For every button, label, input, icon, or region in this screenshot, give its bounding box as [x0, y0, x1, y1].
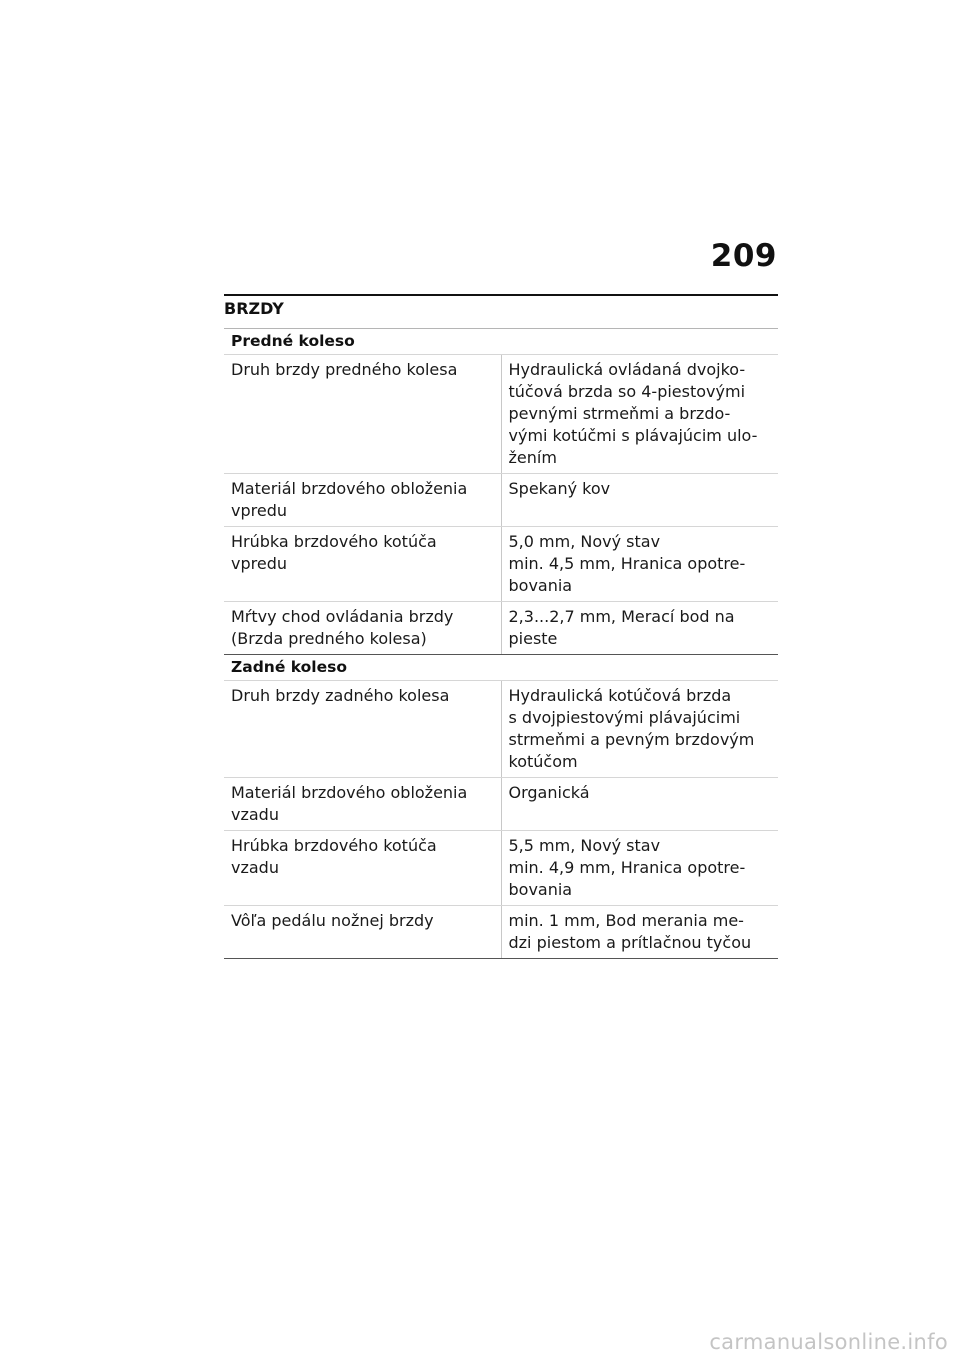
row-label: Hrúbka brzdového kotúča vpredu	[224, 527, 502, 601]
row-value: Hydraulická ovládaná dvojko- túčová brzda so 4-piestovými pevnými strmeňmi a brzdo- vými kotúčmi s plávajúcim ulo- žením	[508, 360, 758, 467]
row-label: Materiál brzdového obloženia vzadu	[224, 778, 502, 830]
row-label: Druh brzdy zadného kolesa	[224, 681, 502, 777]
row-label: Druh brzdy predného kolesa	[224, 355, 502, 473]
row-label: Vôľa pedálu nožnej brzdy	[224, 906, 502, 958]
row-value: 2,3...2,7 mm, Merací bod na pieste	[508, 607, 735, 648]
table-row	[224, 681, 778, 778]
table-row	[224, 527, 778, 602]
row-value: min. 1 mm, Bod merania me- dzi piestom a prítlačnou tyčou	[508, 911, 752, 952]
row-label: Mŕtvy chod ovládania brzdy (Brzda predného kolesa)	[224, 602, 502, 654]
row-label: Hrúbka brzdového kotúča vzadu	[224, 831, 502, 905]
table-row	[224, 602, 778, 654]
watermark-text: carmanualsonline.info	[709, 1330, 948, 1354]
table-row	[224, 906, 778, 959]
row-value: Spekaný kov	[508, 479, 611, 498]
row-value: Hydraulická kotúčová brzda s dvojpiestovými plávajúcimi strmeňmi a pevným brzdovým kotúčom	[508, 686, 755, 771]
group-title-front-wheel: Predné koleso	[224, 329, 778, 355]
row-value: 5,0 mm, Nový stav min. 4,5 mm, Hranica opotre- bovania	[508, 532, 746, 595]
row-value: Organická	[508, 783, 590, 802]
section-divider	[224, 294, 778, 296]
page-number: 209	[710, 238, 777, 274]
group-title-rear-wheel: Zadné koleso	[224, 654, 778, 681]
table-row	[224, 778, 778, 831]
row-value: 5,5 mm, Nový stav min. 4,9 mm, Hranica opotre- bovania	[508, 836, 746, 899]
table-row	[224, 831, 778, 906]
brake-spec-table	[224, 328, 778, 959]
table-row	[224, 474, 778, 527]
table-row	[224, 355, 778, 474]
section-title: BRZDY	[224, 299, 284, 318]
row-label: Materiál brzdového obloženia vpredu	[224, 474, 502, 526]
